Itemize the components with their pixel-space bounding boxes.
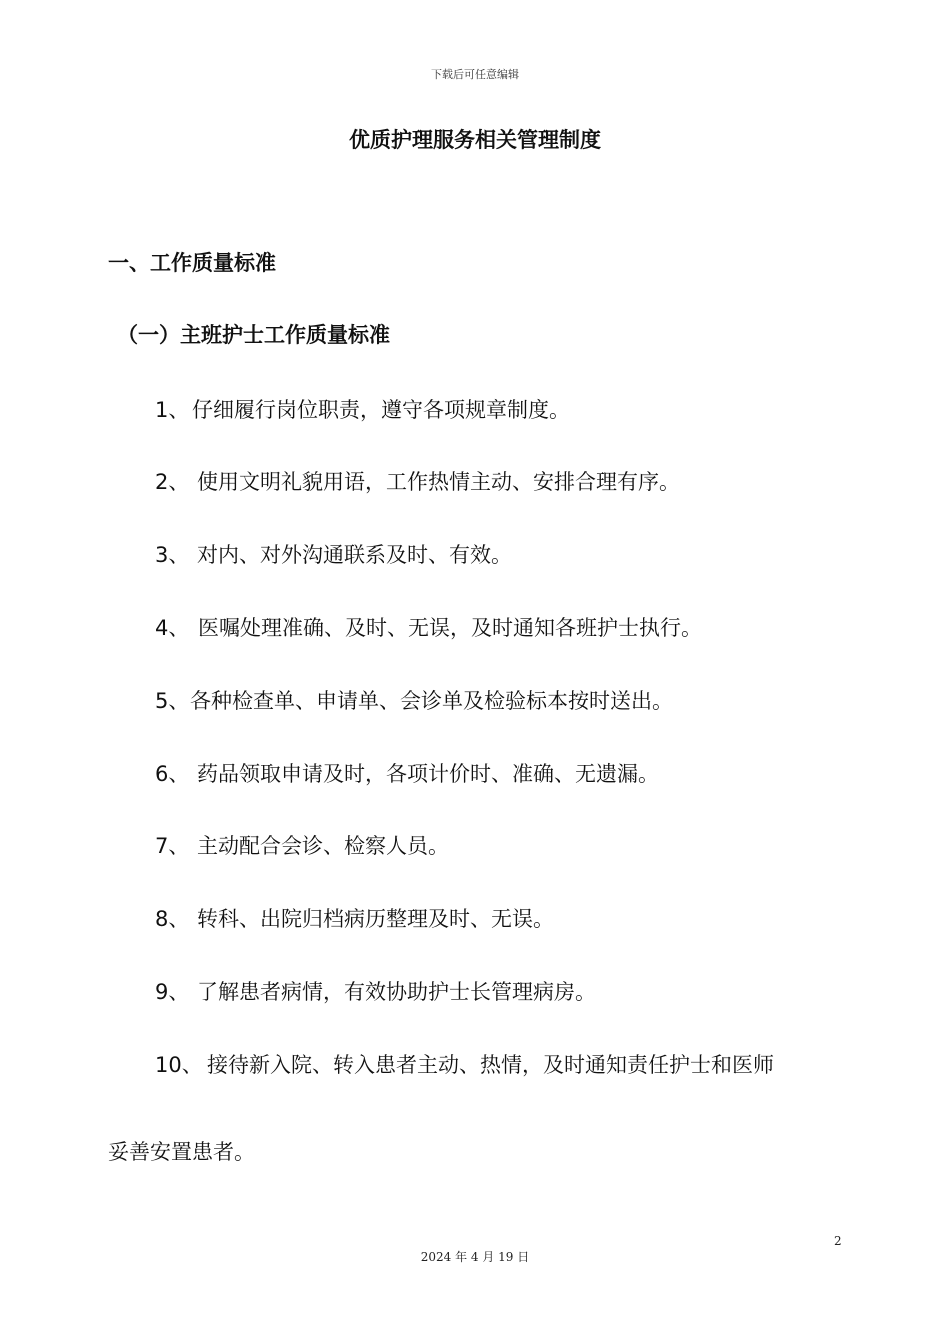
item-text: 对内、对外沟通联系及时、有效。 [197, 543, 512, 567]
item-text: 接待新入院、转入患者主动、热情，及时通知责任护士和医师 [207, 1053, 774, 1077]
list-item [155, 1049, 774, 1079]
item-number: 7、 [155, 834, 190, 858]
page-header-note: 下载后可任意编辑 [431, 68, 519, 81]
footer-date: 2024 年 4 月 19 日 [420, 1250, 530, 1264]
item-number: 5、 [155, 689, 190, 713]
item-continuation: 妥善安置患者。 [108, 1140, 255, 1164]
item-text: 了解患者病情，有效协助护士长管理病房。 [197, 980, 596, 1004]
item-number: 3、 [155, 543, 190, 567]
list-item [155, 394, 570, 424]
subsection-heading: （一）主班护士工作质量标准 [117, 323, 390, 347]
list-item [155, 539, 512, 569]
item-number: 9、 [155, 980, 190, 1004]
list-item [155, 758, 659, 788]
item-number: 10、 [155, 1053, 203, 1077]
page-number: 2 [834, 1234, 842, 1248]
item-text: 主动配合会诊、检察人员。 [197, 834, 449, 858]
section-heading: 一、工作质量标准 [108, 251, 276, 275]
item-text: 使用文明礼貌用语，工作热情主动、安排合理有序。 [197, 470, 680, 494]
list-item [155, 612, 702, 642]
item-number: 2、 [155, 470, 190, 494]
item-text: 各种检查单、申请单、会诊单及检验标本按时送出。 [190, 689, 673, 713]
list-item [155, 976, 596, 1006]
item-text: 医嘱处理准确、及时、无误，及时通知各班护士执行。 [198, 616, 702, 640]
item-text: 药品领取申请及时，各项计价时、准确、无遗漏。 [197, 762, 659, 786]
item-number: 6、 [155, 762, 190, 786]
item-text: 仔细履行岗位职责，遵守各项规章制度。 [192, 398, 570, 422]
document-title: 优质护理服务相关管理制度 [349, 128, 601, 152]
item-number: 4、 [155, 616, 190, 640]
list-item [155, 903, 554, 933]
list-item [155, 466, 680, 496]
item-number: 8、 [155, 907, 190, 931]
item-text: 转科、出院归档病历整理及时、无误。 [197, 907, 554, 931]
list-item [155, 830, 449, 860]
list-item [155, 685, 673, 715]
item-number: 1、 [155, 398, 190, 422]
